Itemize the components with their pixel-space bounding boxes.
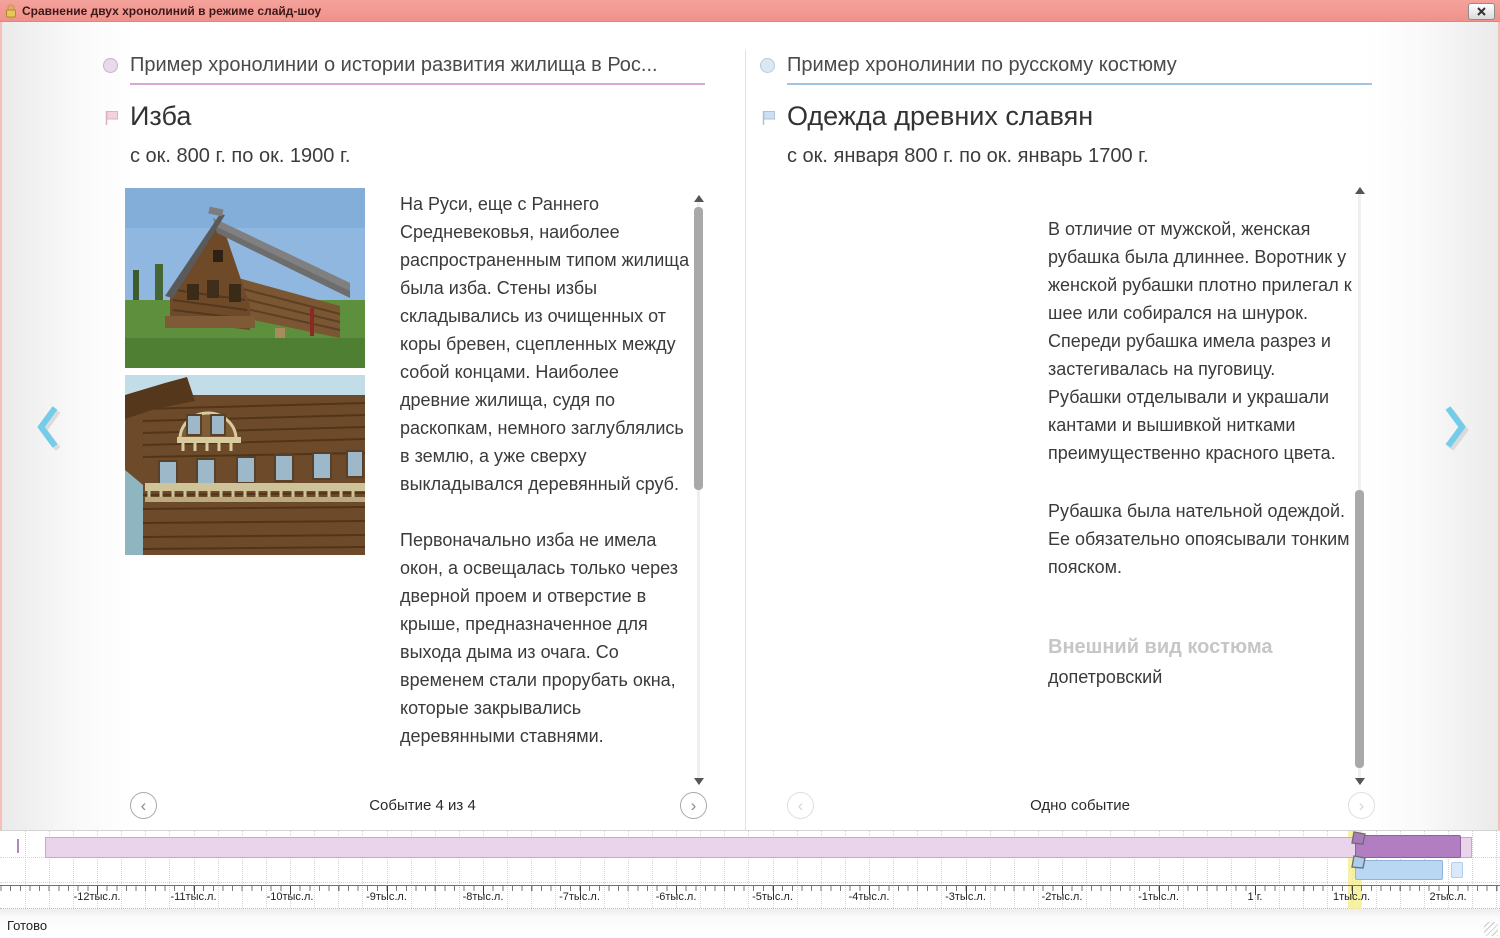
left-timeline-title[interactable]: Пример хронолинии о истории развития жилища в Рос... — [130, 54, 658, 76]
right-event-text — [1048, 215, 1353, 790]
timeline-bullet-icon — [103, 58, 118, 73]
prev-slide-button[interactable] — [31, 404, 65, 452]
left-nav-status: Событие 4 из 4 — [369, 797, 476, 814]
timeline-tick-label: -8тыс.л. — [462, 891, 504, 903]
scroll-down-icon[interactable] — [1355, 778, 1365, 785]
scroll-up-icon[interactable] — [1355, 187, 1365, 194]
timeline-row-divider — [0, 882, 1500, 883]
left-event-dates: с ок. 800 г. по ок. 1900 г. — [130, 145, 351, 167]
panel-divider — [745, 50, 746, 848]
paragraph: Первоначально изба не имела окон, а освещалась только через дверной проем и отверстие в крыше, предназначенное для выхода дыма из очага. Со временем стали прорубать окна, которые закрывались деревянными ставнями. — [400, 530, 679, 746]
timeline-tick-label: 1тыс.л. — [1332, 891, 1371, 903]
paragraph: На Руси, еще с Раннего Средневековья, наиболее распространенным типом жилища была изба. Стены избы складывались из очищенных от коры бревен, сцепленных между собой концами. Наиболее древние жилища, судя по раскопкам, немного заглублялись в землю, а уже сверху выкладывался деревянный сруб. — [400, 194, 690, 494]
timeline-tick-label: -4тыс.л. — [848, 891, 890, 903]
left-timeline-range-bar[interactable] — [45, 837, 1472, 858]
left-event-text — [400, 190, 692, 833]
right-event-title: Одежда древних славян — [787, 101, 1094, 131]
timeline-tick-label: -1тыс.л. — [1138, 891, 1179, 903]
timeline-bullet-icon — [760, 58, 775, 73]
izba-photo-1 — [125, 188, 365, 368]
right-nav-status: Одно событие — [1030, 797, 1130, 814]
timeline-tick-label: -11тыс.л. — [170, 891, 217, 903]
right-timeline-title[interactable]: Пример хронолинии по русскому костюму — [787, 54, 1177, 76]
left-prev-event-button[interactable]: ‹ — [130, 792, 157, 819]
right-event-dates: с ок. января 800 г. по ок. январь 1700 г. — [787, 145, 1149, 167]
timeline-tick-label: -5тыс.л. — [752, 891, 793, 903]
costume-section-heading: Внешний вид костюма — [1048, 636, 1273, 658]
right-next-event-button[interactable]: › — [1348, 792, 1375, 819]
left-text-scrollbar[interactable] — [693, 195, 704, 785]
resize-grip[interactable] — [1484, 922, 1498, 936]
timeline-minor-ticks — [0, 886, 1500, 891]
timeline-tick-label: -2тыс.л. — [1041, 891, 1083, 903]
window-title: Сравнение двух хронолиний в режиме слайд-шоу — [22, 3, 322, 18]
window-titlebar[interactable] — [0, 0, 1500, 22]
scroll-down-icon[interactable] — [694, 778, 704, 785]
odezhda-flag-icon[interactable] — [1350, 854, 1367, 874]
right-prev-event-button[interactable]: ‹ — [787, 792, 814, 819]
left-event-title: Изба — [130, 101, 192, 131]
right-timeline-panel — [760, 45, 1400, 828]
timeline-tick-label: -6тыс.л. — [655, 891, 697, 903]
left-next-event-button[interactable]: › — [680, 792, 707, 819]
title-underline — [787, 83, 1372, 85]
next-slide-button[interactable] — [1438, 404, 1472, 452]
scroll-up-icon[interactable] — [694, 195, 704, 202]
close-button[interactable] — [1468, 3, 1495, 20]
timeline-gridline — [1496, 831, 1497, 908]
close-icon — [1476, 6, 1487, 17]
event-image-stack — [125, 188, 365, 555]
timeline-tick-label: -12тыс.л. — [73, 891, 121, 903]
costume-section-value: допетровский — [1048, 667, 1163, 687]
timeline-gridline — [1472, 831, 1473, 908]
izba-flag-icon[interactable] — [1350, 830, 1367, 850]
status-text: Готово — [7, 918, 48, 933]
timeline-gridline — [25, 831, 26, 908]
timeline-tick-label: 1 г. — [1247, 891, 1263, 903]
right-event-bar-odezhda[interactable] — [1355, 860, 1443, 880]
paragraph: В отличие от мужской, женская рубашка была длиннее. Воротник у женской рубашки плотно прилегал к шее или собирался на шнурок. Спереди рубашка имела разрез и застегивалась на пуговицу. Рубашки отделывали и украшали кантами и вышивкой нитками преимущественно красного цвета. — [1048, 219, 1352, 463]
paragraph: Рубашка была нательной одеждой. Ее обязательно опоясывали тонким пояском. — [1048, 501, 1350, 577]
lock-icon — [5, 4, 17, 18]
right-text-scrollbar[interactable] — [1354, 187, 1365, 785]
right-event-bar-extra[interactable] — [1451, 862, 1463, 878]
timeline-tick-label: -10тыс.л. — [266, 891, 314, 903]
window-frame-left — [0, 22, 2, 908]
scrollbar-thumb[interactable] — [1355, 490, 1364, 768]
timeline-start-marker — [17, 839, 19, 853]
left-timeline-panel — [100, 45, 745, 828]
timeline-tick-label: 2тыс.л. — [1429, 891, 1467, 903]
timeline-tick-label: -3тыс.л. — [945, 891, 986, 903]
timeline-tick-label: -9тыс.л. — [366, 891, 407, 903]
chevron-left-icon — [31, 404, 65, 452]
timeline-tick-label: -7тыс.л. — [559, 891, 600, 903]
timeline-strip[interactable] — [0, 830, 1500, 908]
status-bar — [0, 908, 1500, 938]
izba-photo-2 — [125, 375, 365, 555]
title-underline — [130, 83, 705, 85]
chevron-right-icon — [1438, 404, 1472, 452]
left-event-bar-izba[interactable] — [1355, 835, 1461, 858]
scrollbar-thumb[interactable] — [694, 207, 703, 490]
